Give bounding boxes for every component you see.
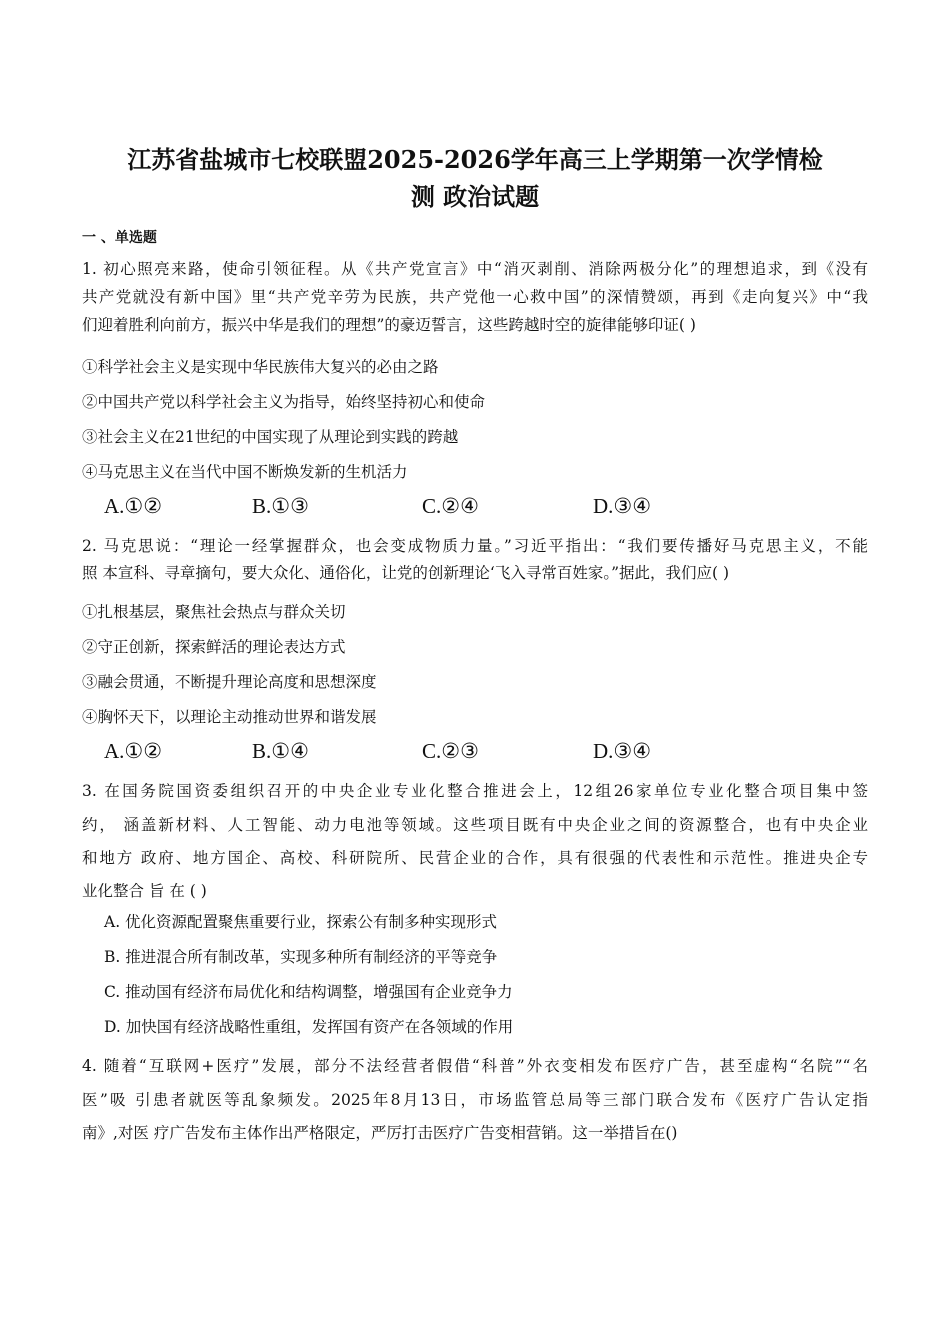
question-2-statement-1: ①扎根基层，聚焦社会热点与群众关切 [82,603,346,621]
question-1-choices [104,492,804,520]
section-heading: 一 、单选题 [82,230,157,246]
question-2-line-2: 照 本宣科、寻章摘句，要大众化、通俗化，让党的创新理论‘飞入寻常百姓家。”据此，我们应( ) [82,564,730,582]
question-3-line-3: 和地方 政府、地方国企、高校、科研院所、民营企业的合作，具有很强的代表性和示范性。推进央企专 [82,849,868,867]
question-1-statement-1: ①科学社会主义是实现中华民族伟大复兴的必由之路 [82,358,439,376]
question-2-line-1: 2. 马克思说：“理论一经掌握群众，也会变成物质力量。”习近平指出：“我们要传播好马克思主义，不能 [82,537,868,555]
question-1-statement-3: ③社会主义在21世纪的中国实现了从理论到实践的跨越 [82,428,459,446]
question-1-statement-4: ④马克思主义在当代中国不断焕发新的生机活力 [82,463,408,481]
question-4-line-1: 4. 随着“互联网+医疗”发展，部分不法经营者假借“科普”外衣变相发布医疗广告，甚至虚构“名院”“名 [82,1057,868,1075]
question-2-choice-c: C.②③ [422,739,479,763]
question-2-statement-2: ②守正创新，探索鲜活的理论表达方式 [82,638,346,656]
question-2-choice-b: B.①④ [252,739,309,763]
question-1-choice-a: A.①② [104,494,163,518]
question-1-line-3: 们迎着胜利向前方，振兴中华是我们的理想”的豪迈誓言，这些跨越时空的旋律能够印证( ) [82,316,696,334]
question-1-line-2: 共产党就没有新中国》里“共产党辛劳为民族，共产党他一心救中国”的深情赞颂，再到《走向复兴》中“我 [82,288,868,306]
question-1-choice-b: B.①③ [252,494,309,518]
question-2-choice-d: D.③④ [593,739,652,763]
question-1-choice-d: D.③④ [593,494,652,518]
question-1-choice-c: C.②④ [422,494,479,518]
exam-title-line-1: 江苏省盐城市七校联盟2025-2026学年高三上学期第一次学情检 [127,145,823,174]
question-2-statement-3: ③融会贯通，不断提升理论高度和思想深度 [82,673,377,691]
question-4-line-3: 南》,对医 疗广告发布主体作出严格限定，严厉打击医疗广告变相营销。这一举措旨在() [82,1124,678,1142]
question-1-line-1: 1. 初心照亮来路，使命引领征程。从《共产党宣言》中“消灭剥削、消除两极分化”的理想追求，到《没有 [82,260,868,278]
question-1-statement-2: ②中国共产党以科学社会主义为指导，始终坚持初心和使命 [82,393,486,411]
question-2-choice-a: A.①② [104,739,163,763]
question-3-line-4: 业化整合 旨 在 ( ) [82,882,207,900]
exam-title-line-2: 测 政治试题 [410,182,540,211]
question-2-choices [104,737,804,765]
question-3-option-b: B. 推进混合所有制改革，实现多种所有制经济的平等竞争 [104,948,498,966]
question-3-line-2: 约， 涵盖新材料、人工智能、动力电池等领域。这些项目既有中央企业之间的资源整合，也有中央企业 [82,816,868,834]
question-2-statement-4: ④胸怀天下，以理论主动推动世界和谐发展 [82,708,377,726]
question-3-option-d: D. 加快国有经济战略性重组，发挥国有资产在各领域的作用 [104,1018,514,1036]
question-3-option-a: A. 优化资源配置聚焦重要行业，探索公有制多种实现形式 [104,913,498,931]
question-3-option-c: C. 推动国有经济布局优化和结构调整，增强国有企业竞争力 [104,983,513,1001]
question-4-line-2: 医”吸 引患者就医等乱象频发。2025年8月13日，市场监管总局等三部门联合发布《医疗广告认定指 [82,1091,868,1109]
question-3-line-1: 3. 在国务院国资委组织召开的中央企业专业化整合推进会上，12组26家单位专业化整合项目集中签 [82,782,868,800]
